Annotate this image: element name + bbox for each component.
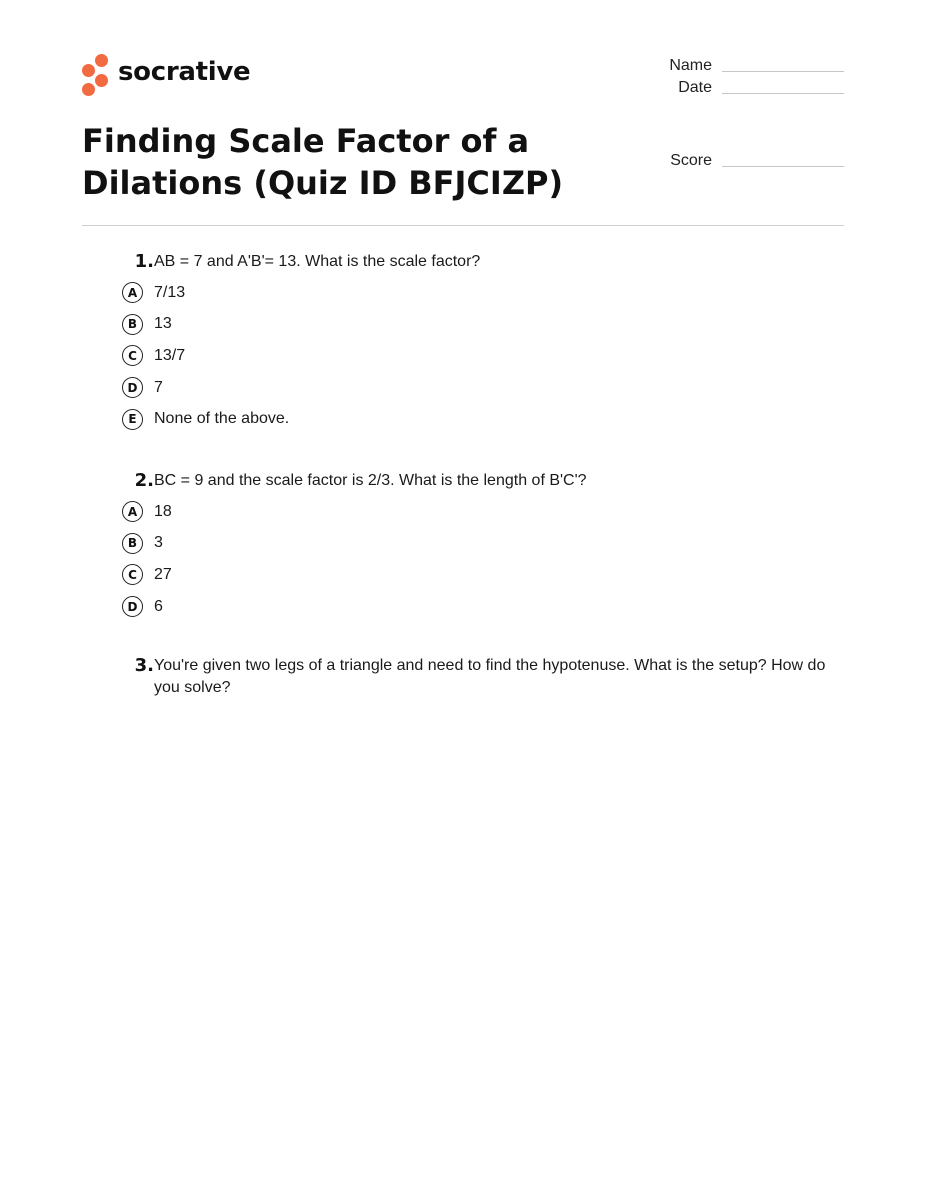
answer-option[interactable]: [120, 496, 840, 528]
quiz-title: Finding Scale Factor of a Dilations (Quiz ID BFJCIZP): [82, 122, 564, 202]
question-number: 1.: [134, 251, 154, 272]
answer-text: None of the above.: [154, 410, 290, 428]
answer-bubble[interactable]: A: [122, 282, 143, 303]
answer-bubble[interactable]: C: [122, 345, 143, 366]
answer-option[interactable]: [120, 528, 840, 560]
answer-bubble[interactable]: B: [122, 314, 143, 335]
name-field[interactable]: [600, 57, 844, 75]
answer-text: 3: [154, 534, 163, 552]
question-2: [120, 470, 840, 622]
socrative-logo: [82, 52, 250, 92]
answer-text: 13/7: [154, 346, 186, 364]
header-divider: [82, 225, 844, 226]
answer-text: 18: [154, 502, 172, 520]
question-number: 2.: [134, 470, 154, 491]
answer-bubble[interactable]: C: [122, 564, 143, 585]
answer-text: 7/13: [154, 283, 186, 301]
answer-option[interactable]: [120, 403, 840, 435]
hexagon-cluster-icon: [82, 54, 110, 90]
answer-bubble[interactable]: E: [122, 409, 143, 430]
question-1: [120, 251, 840, 435]
answer-bubble[interactable]: B: [122, 533, 143, 554]
score-field[interactable]: [600, 152, 844, 170]
answer-option[interactable]: [120, 340, 840, 372]
answer-option[interactable]: [120, 559, 840, 591]
date-line: [722, 92, 844, 94]
question-text: You're given two legs of a triangle and need to find the hypotenuse. What is the setup? How do you solve?: [154, 657, 826, 696]
answer-list: [120, 277, 840, 435]
question-text: BC = 9 and the scale factor is 2/3. What is the length of B'C'?: [154, 472, 587, 489]
answer-text: 13: [154, 315, 172, 333]
date-label: Date: [678, 79, 712, 96]
answer-option[interactable]: [120, 277, 840, 309]
brand-name: socrative: [118, 57, 251, 87]
question-number: 3.: [134, 655, 154, 676]
answer-bubble[interactable]: A: [122, 501, 143, 522]
answer-option[interactable]: [120, 372, 840, 404]
answer-text: 7: [154, 378, 163, 396]
answer-text: 6: [154, 597, 163, 615]
score-line: [722, 165, 844, 167]
answer-option[interactable]: [120, 591, 840, 623]
name-line: [722, 70, 844, 72]
answer-bubble[interactable]: D: [122, 596, 143, 617]
question-3: [120, 655, 840, 699]
answer-text: 27: [154, 565, 172, 583]
answer-list: [120, 496, 840, 622]
name-label: Name: [669, 57, 712, 74]
answer-bubble[interactable]: D: [122, 377, 143, 398]
question-text: AB = 7 and A'B'= 13. What is the scale factor?: [154, 253, 481, 270]
answer-option[interactable]: [120, 309, 840, 341]
score-label: Score: [670, 152, 712, 169]
date-field[interactable]: [600, 79, 844, 97]
